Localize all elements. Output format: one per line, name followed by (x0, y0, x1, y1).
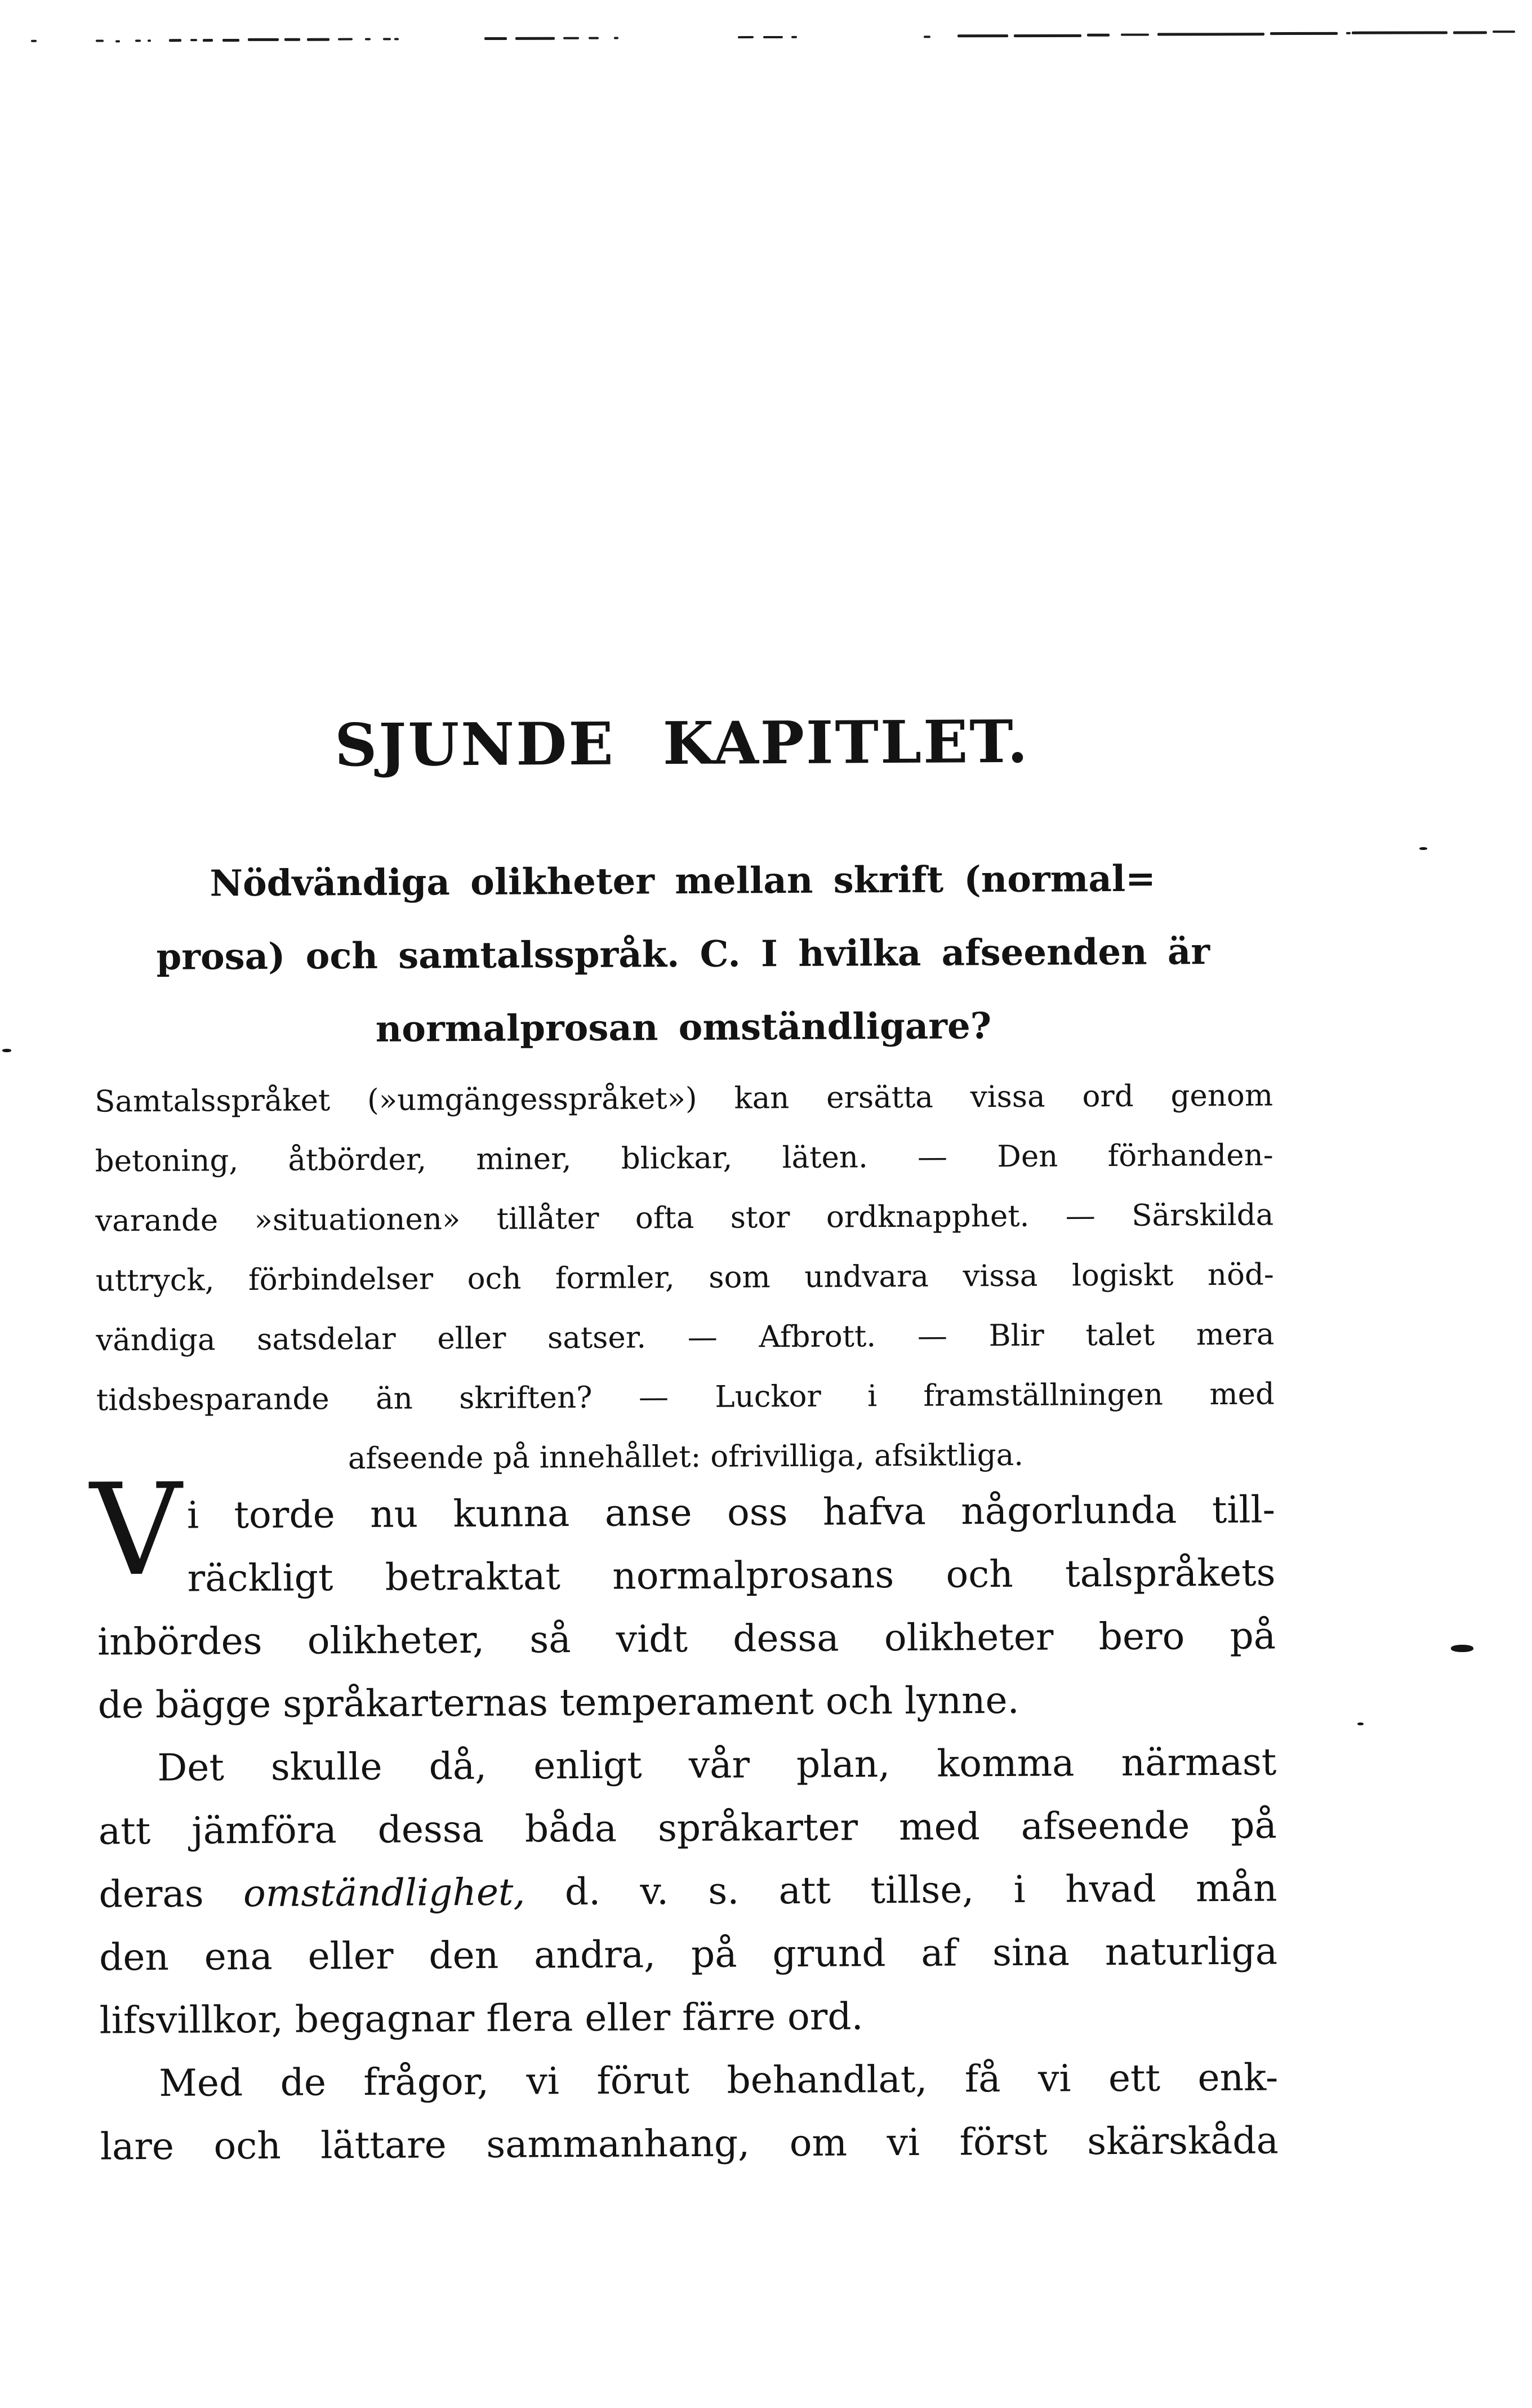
summary-line: afseende på innehållet: ofrivilliga, afsiktliga. (348, 1437, 1024, 1476)
chapter-heading-line-2: prosa) och samtalsspråk. C. I hvilka afseenden är (156, 931, 1210, 978)
summary-line: varande »situationen» tillåter ofta stor ordknapphet. — Särskilda (95, 1198, 1274, 1239)
body-line: den ena eller den andra, på grund af sina naturliga (99, 1929, 1278, 1979)
body-line-italic-word: omständlighet, (243, 1870, 525, 1916)
page-content (89, 0, 1280, 2408)
body-line: lare och lättare sammanhang, om vi först skärskåda (100, 2118, 1279, 2169)
body-line: att jämföra dessa båda språkarter med afseende på (98, 1803, 1277, 1853)
chapter-heading-line-1: Nödvändiga olikheter mellan skrift (normal= (210, 857, 1156, 905)
page-title: SJUNDE KAPITLET. (334, 706, 1030, 780)
summary-line: Samtalsspråket (»umgängesspråket») kan ersätta vissa ord genom (94, 1078, 1273, 1119)
summary-line: uttryck, förbindelser och formler, som undvara vissa logiskt nöd- (95, 1257, 1274, 1298)
chapter-heading (93, 842, 1273, 1068)
body-line: lifsvillkor, begagnar flera eller färre ord. (99, 1995, 863, 2042)
body-line (99, 1857, 1277, 1926)
body-line: räckligt betraktat normalprosans och talspråkets (187, 1551, 1276, 1600)
body-line: Det skulle då, enligt vår plan, komma närmast (157, 1740, 1277, 1790)
summary-line: vändiga satsdelar eller satser. — Afbrott. — Blir talet mera (96, 1317, 1275, 1358)
summary-line: tidsbesparande än skriften? — Luckor i framställningen med (96, 1377, 1275, 1418)
summary-line: betoning, åtbörder, miner, blickar, läten. — Den förhanden- (95, 1138, 1273, 1179)
body-line: i torde nu kunna anse oss hafva någorlunda till- (186, 1488, 1276, 1537)
body-line-segment: d. v. s. att tillse, i hvad mån (525, 1866, 1277, 1914)
body-line: de bägge språkarternas temperament och lynne. (97, 1678, 1019, 1727)
body-line: inbördes olikheter, så vidt dessa olikheter bero på (97, 1614, 1276, 1664)
summary-paragraph (95, 1066, 1275, 1490)
drop-cap-letter: V (90, 1456, 182, 1605)
body-line: Med de frågor, vi förut behandlat, få vi ett enk- (159, 2055, 1279, 2105)
body-line-segment: deras (99, 1872, 244, 1916)
chapter-heading-line-3: normalprosan omständligare? (375, 1005, 992, 1051)
